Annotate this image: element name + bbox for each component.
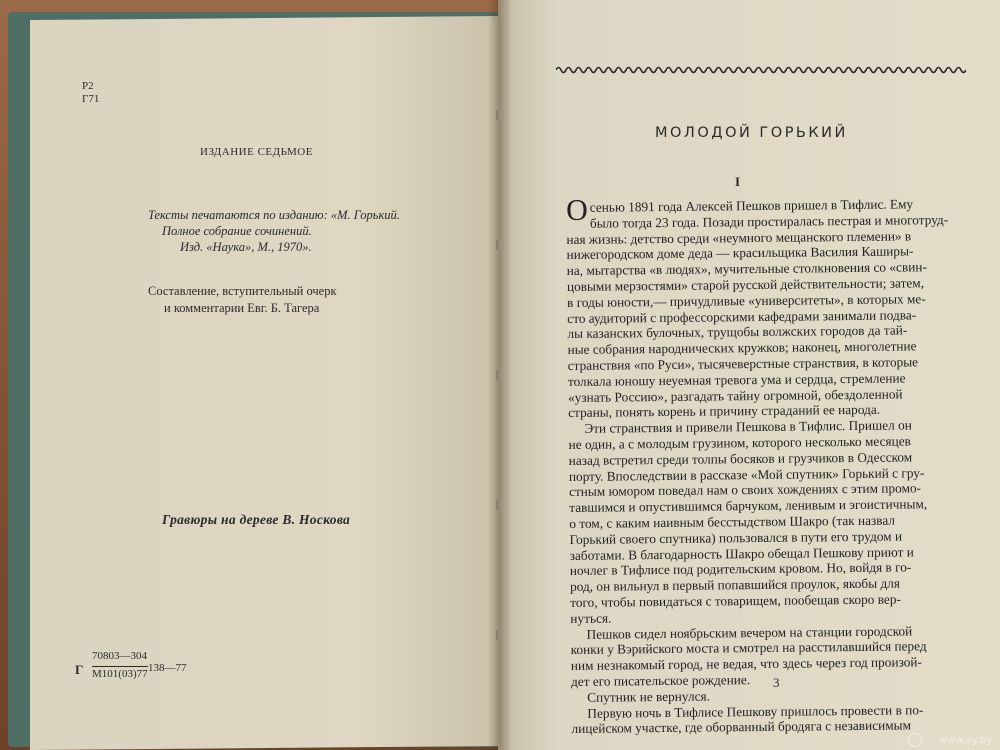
text-line: страны, понять корень и причину страданий ее народа. bbox=[568, 402, 881, 421]
text-line: нижегородском доме деда — красильщика Василия Каширы- bbox=[566, 243, 914, 263]
binding-stitch bbox=[496, 630, 498, 640]
text-line: род, он вильнул в первый попавшийся проулок, якобы для bbox=[569, 575, 901, 595]
text-line: назад встретил среди толпы босяков и грузчиков в Одесском bbox=[568, 449, 913, 468]
book-gutter bbox=[488, 0, 510, 750]
edition-label: ИЗДАНИЕ СЕДЬМОЕ bbox=[200, 146, 313, 158]
engravings-credit: Гравюры на дереве В. Носкова bbox=[162, 512, 351, 527]
text-line: было тогда 23 года. Позади простиралась пестрая и многотруд- bbox=[589, 211, 949, 231]
text-line: заботами. В благодарность Шакро обещал Пешкову приют и bbox=[569, 543, 914, 563]
watermark-logo-icon bbox=[908, 733, 922, 747]
compiler-line: и комментарии Евг. Б. Тагера bbox=[164, 301, 320, 315]
left-page bbox=[30, 16, 500, 750]
binding-stitch bbox=[496, 110, 498, 120]
imprint-letter: Г bbox=[75, 662, 84, 677]
text-line: ночлег в Тифлисе под родительским кровом. Но, войдя в го- bbox=[569, 559, 912, 579]
text-line: Первую ночь в Тифлисе Пешкову пришлось провести в по- bbox=[587, 701, 924, 721]
text-line: в годы юности,— причудливые «университеты», в которых ме- bbox=[566, 291, 926, 310]
text-line: порту. Впоследствии в рассказе «Мой спутник» Горький с гру- bbox=[568, 464, 925, 484]
text-line: того, чтобы повидаться с товарищем, пообещав скоро вер- bbox=[570, 591, 901, 610]
text-line: дет его писательское рождение. bbox=[570, 672, 751, 689]
source-line: Тексты печатаются по изданию: «М. Горький. bbox=[148, 208, 400, 222]
text-line: ная жизнь: детство среди «неумного мещанского племени» в bbox=[566, 227, 912, 247]
watermark: www.ay.by bbox=[939, 735, 992, 746]
source-line: Полное собрание сочинений. bbox=[162, 224, 312, 238]
text-line: ные собрания народнических кружков; наконец, многолетние bbox=[567, 338, 917, 358]
imprint-numerator: 70803—304 bbox=[92, 650, 147, 662]
text-line: «узнать Россию», разгадать тайну огромной, обездоленной bbox=[567, 386, 903, 405]
text-line: лицейском участке, где оборванный бродяга с независимым bbox=[571, 717, 912, 737]
decorative-wave-rule bbox=[556, 64, 966, 76]
text-line: Спутник не вернулся. bbox=[587, 688, 710, 705]
text-line: цовыми мерзостями» старой русской действительности; затем, bbox=[566, 275, 925, 294]
binding-stitch bbox=[496, 370, 498, 380]
source-line: Изд. «Наука», М., 1970». bbox=[180, 240, 312, 254]
chapter-title: МОЛОДОЙ ГОРЬКИЙ bbox=[655, 125, 848, 141]
text-line: Горький своего спутника) пользовался в пути его трудом и bbox=[569, 528, 903, 547]
text-line: конки у Вэрийского моста и смотрел на расстилавшийся перед bbox=[570, 638, 927, 658]
text-line: не один, а с молодым грузином, которого несколько месяцев bbox=[568, 433, 911, 452]
compiler-line: Составление, вступительный очерк bbox=[148, 284, 337, 298]
text-line: стным юмором поведал нам о своих хождениях с этим промо- bbox=[568, 480, 922, 500]
text-line: ним незнакомый город, не ведая, что здесь через год произой- bbox=[570, 654, 922, 674]
imprint-suffix: 138—77 bbox=[148, 662, 187, 674]
binding-stitch bbox=[496, 240, 498, 250]
text-line: сто аудиторий с профессорскими кафедрами занимали подва- bbox=[567, 306, 917, 326]
body-text bbox=[565, 193, 972, 737]
library-code: Р2 Г71 bbox=[82, 80, 100, 105]
text-line: нуться. bbox=[570, 610, 612, 626]
drop-cap: О bbox=[565, 193, 588, 227]
section-number: I bbox=[735, 174, 741, 189]
text-line: Эти странствия и привели Пешкова в Тифлис. Пришел он bbox=[584, 417, 912, 436]
text-line: тавшимся и опустившимся барчуком, ленивым и эгоистичным, bbox=[569, 496, 928, 516]
text-lines bbox=[565, 193, 972, 737]
text-line: странствия «по Руси», тысячеверстные странствия, в которые bbox=[567, 354, 919, 373]
text-line: Пешков сидел ноябрьским вечером на станции городской bbox=[586, 622, 913, 642]
imprint-denominator: М101(03)77 bbox=[92, 668, 148, 680]
binding-stitch bbox=[496, 500, 498, 510]
text-line: толкала юношу неуемная тревога ума и сердца, стремление bbox=[567, 370, 906, 389]
text-line: сенью 1891 года Алексей Пешков пришел в Тифлис. Ему bbox=[589, 196, 914, 215]
text-line: на, мытарства «в людях», мучительные столкновения со «свин- bbox=[566, 259, 927, 279]
text-line: лы казанских булочных, трущобы волжских городов да тай- bbox=[567, 322, 908, 342]
page-number: 3 bbox=[773, 675, 780, 690]
text-line: о том, с каким наивным бесстыдством Шакро (так назвал bbox=[569, 512, 896, 531]
